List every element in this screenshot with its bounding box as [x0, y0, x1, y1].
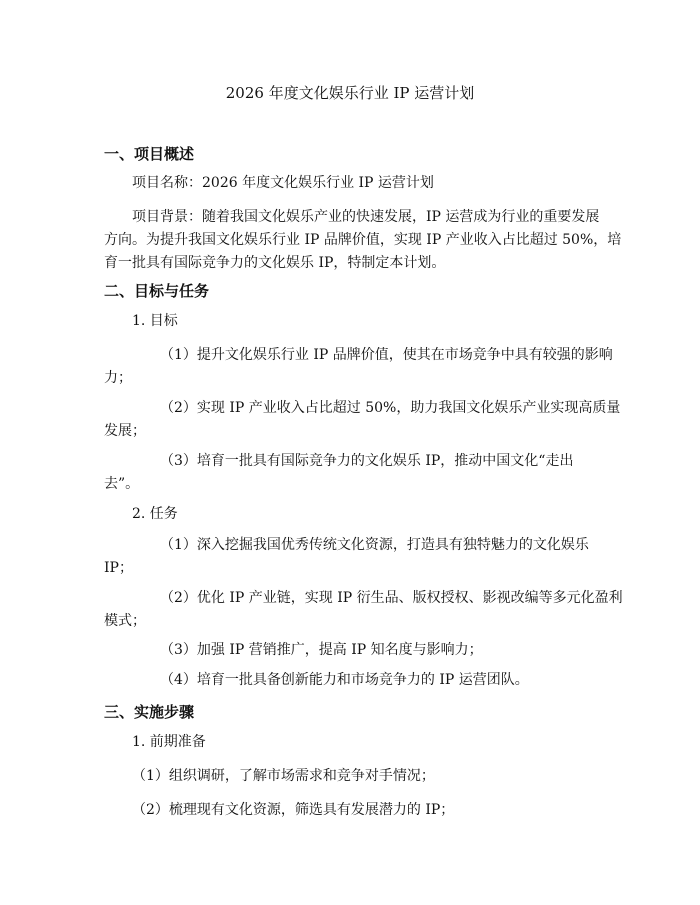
project-background-line-3: 育一批具有国际竞争力的文化娱乐 IP，特制定本计划。 — [104, 255, 446, 271]
task-4: （4）培育一批具备创新能力和市场竞争力的 IP 运营团队。 — [160, 672, 529, 688]
project-background-line-2: 方向。为提升我国文化娱乐行业 IP 品牌价值，实现 IP 产业收入占比超过 50%，培 — [104, 232, 622, 248]
goal-1-line-1: （1）提升文化娱乐行业 IP 品牌价值，使其在市场竞争中具有较强的影响 — [160, 347, 613, 363]
goal-3-line-2: 去”。 — [104, 476, 140, 492]
goal-2-line-2: 发展； — [104, 423, 146, 439]
section-heading-overview: 一、项目概述 — [104, 145, 195, 163]
prep-step-1: （1）组织调研，了解市场需求和竞争对手情况； — [132, 768, 435, 784]
task-2-line-1: （2）优化 IP 产业链，实现 IP 衍生品、版权授权、影视改编等多元化盈利 — [160, 590, 623, 606]
goal-3-line-1: （3）培育一批具有国际竞争力的文化娱乐 IP，推动中国文化“走出 — [160, 453, 574, 469]
task-2-line-2: 模式； — [104, 613, 146, 629]
prep-label: 1. 前期准备 — [132, 734, 206, 750]
goal-1-line-2: 力； — [104, 370, 132, 386]
goal-2-line-1: （2）实现 IP 产业收入占比超过 50%，助力我国文化娱乐产业实现高质量 — [160, 400, 621, 416]
project-name-line: 项目名称：2026 年度文化娱乐行业 IP 运营计划 — [132, 175, 434, 191]
tasks-label: 2. 任务 — [132, 506, 178, 522]
task-1-line-1: （1）深入挖掘我国优秀传统文化资源，打造具有独特魅力的文化娱乐 — [160, 537, 589, 553]
task-3: （3）加强 IP 营销推广，提高 IP 知名度与影响力； — [160, 642, 483, 658]
prep-step-2: （2）梳理现有文化资源，筛选具有发展潜力的 IP； — [132, 802, 455, 818]
project-background-line-1: 项目背景：随着我国文化娱乐产业的快速发展，IP 运营成为行业的重要发展 — [132, 209, 600, 225]
section-heading-implementation: 三、实施步骤 — [104, 703, 195, 721]
document-title: 2026 年度文化娱乐行业 IP 运营计划 — [225, 84, 475, 102]
task-1-line-2: IP； — [104, 560, 133, 576]
goals-label: 1. 目标 — [132, 313, 178, 329]
section-heading-goals-tasks: 二、目标与任务 — [104, 282, 210, 300]
